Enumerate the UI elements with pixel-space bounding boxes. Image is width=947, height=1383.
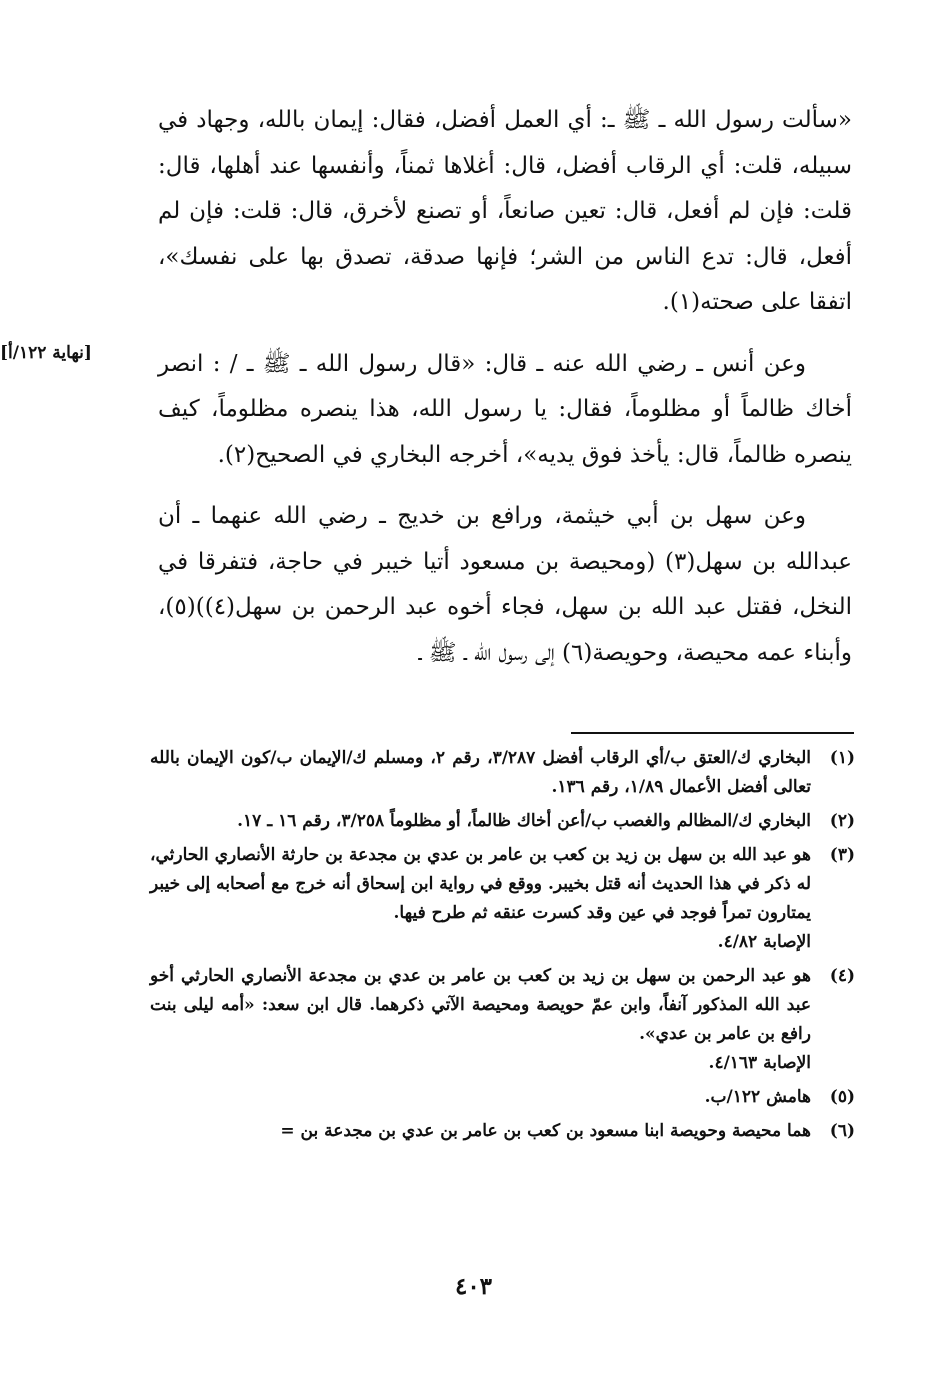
footnote-text: هو عبد الله بن سهل بن زيد بن كعب بن عامر بن عدي بن مجدعة بن حارثة الأنصاري الحارثي، له ذكر في هذا الحديث أنه قتل بخيبر. ووقع في رواية ابن إسحاق أنه خرج مع أصحابه إلى خيبر يمتارون تمراً فوجد في عين وقد كسرت عنقه ثم طرح فيها. <box>150 845 811 923</box>
page-number: ٤٠٣ <box>454 1273 493 1300</box>
footnote-reference: الإصابة ٤/١٦٣. <box>708 1053 811 1073</box>
footnotes-section <box>150 744 855 1151</box>
footnote-reference: الإصابة ٤/٨٢. <box>717 932 811 952</box>
footnote-text: البخاري ك/المظالم والغصب ب/أعن أخاك ظالماً، أو مظلوماً ٣/٢٥٨، رقم ١٦ ـ ١٧. <box>237 811 811 831</box>
footnote <box>150 1083 855 1112</box>
footnote-number: (٤) <box>829 966 855 986</box>
footnote <box>150 807 855 836</box>
paragraph-hadith-qasama: وعن سهل بن أبي خيثمة، ورافع بن خديج ـ رضي الله عنهما ـ أن عبدالله بن سهل(٣) (ومحيصة بن مسعود أتيا خيبر في حاجة، فتفرقا في النخل، فقتل عبد الله بن سهل، فجاء أخوه عبد الرحمن بن سهل(٤))(٥)، وأبناء عمه محيصة، وحويصة(٦) إلى رسول الله ـ ﷺ ـ <box>158 503 852 666</box>
footnote-text: هامش ١٢٢/ب. <box>704 1087 811 1107</box>
manuscript-folio-marker: [نهاية ١٢٢/أ] <box>0 343 92 363</box>
footnote-text: البخاري ك/العتق ب/أي الرقاب أفضل ٣/٢٨٧، رقم ٢، ومسلم ك/الإيمان ب/كون الإيمان بالله تعالى أفضل الأعمال ١/٨٩، رقم ١٣٦. <box>150 748 811 797</box>
footnote-number: (٦) <box>829 1121 855 1141</box>
footnote-text: هما محيصة وحويصة ابنا مسعود بن كعب بن عامر بن عدي بن مجدعة بن = <box>280 1121 811 1141</box>
paragraph-hadith-best-deeds: «سألت رسول الله ـ ﷺ ـ: أي العمل أفضل، فقال: إيمان بالله، وجهاد في سبيله، قلت: أي الرقاب أفضل، قال: أغلاها ثمناً، وأنفسها عند أهلها، قال: قلت: فإن لم أفعل، قال: تعين صانعاً، أو تصنع لأخرق، قال: قلت: فإن لم أفعل، قال: تدع الناس من الشر؛ فإنها صدقة، تصدق بها على نفسك»، اتفقا على صحته(١). <box>158 107 852 315</box>
footnote <box>150 841 855 957</box>
footnote-text: هو عبد الرحمن بن سهل بن زيد بن كعب بن عامر بن عدي بن مجدعة الأنصاري الحارثي أخو عبد الله المذكور آنفاً، وابن عمّ حويصة ومحيصة الآتي ذكرهما. قال ابن سعد: «أمه ليلى بنت رافع بن عامر بن عدي». <box>150 966 811 1044</box>
footnote-number: (١) <box>829 748 855 768</box>
paragraph-hadith-help-brother: وعن أنس ـ رضي الله عنه ـ قال: «قال رسول الله ـ ﷺ ـ / : انصر أخاك ظالماً أو مظلوماً، فقال: يا رسول الله، هذا ينصره مظلوماً، كيف ينصره ظالماً، قال: يأخذ فوق يديه»، أخرجه البخاري في الصحيح(٢). <box>158 350 852 468</box>
footnote-number: (٣) <box>829 845 855 865</box>
footnote-number: (٥) <box>829 1087 855 1107</box>
footnote <box>150 1117 855 1146</box>
footnote <box>150 744 855 802</box>
footnote-divider <box>571 732 854 734</box>
footnote-number: (٢) <box>829 811 855 831</box>
main-text <box>158 98 852 676</box>
footnote <box>150 962 855 1078</box>
